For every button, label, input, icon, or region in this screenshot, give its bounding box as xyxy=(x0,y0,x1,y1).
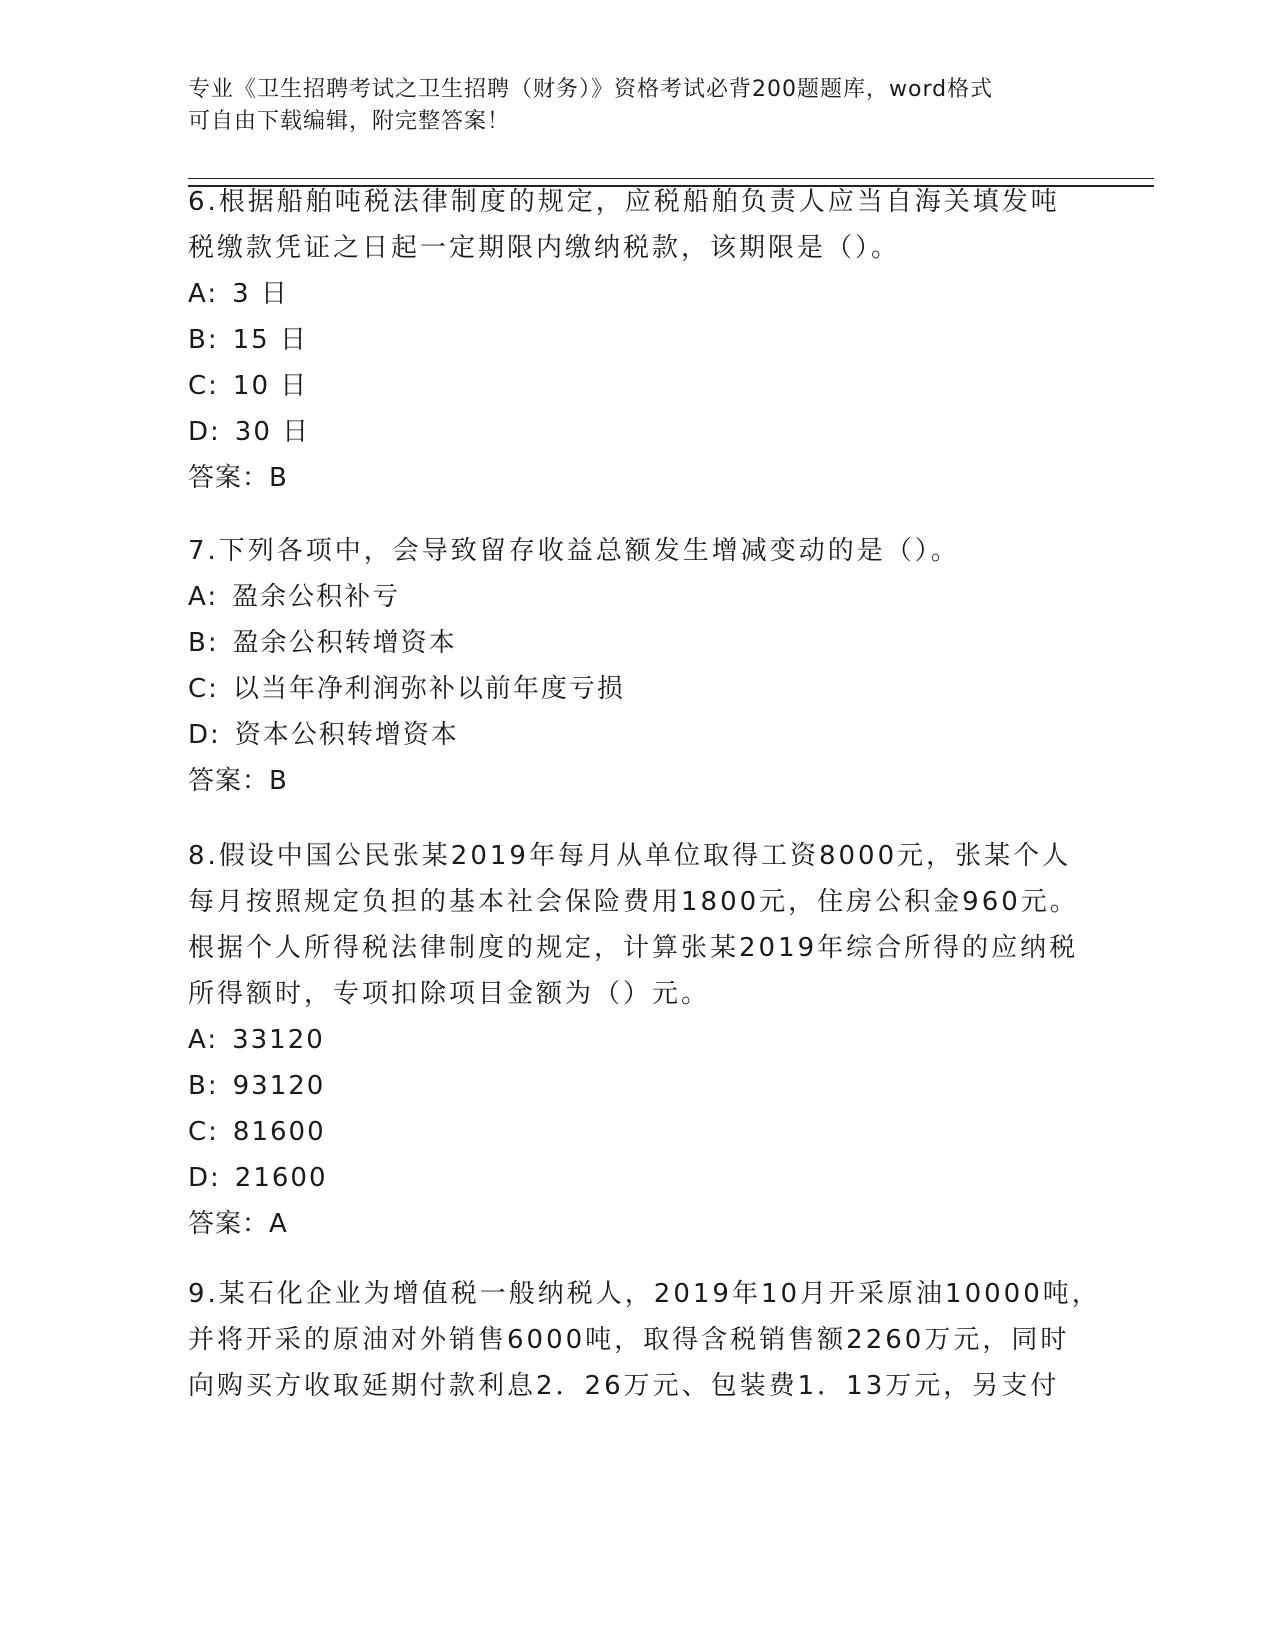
header-line-2: 可自由下载编辑，附完整答案！ xyxy=(188,109,511,134)
question-text-line: 向购买方收取延期付款利息2．26万元、包装费1．13万元，另支付 xyxy=(188,1371,1060,1401)
answer-label: 答案： xyxy=(188,766,270,796)
option-text: 93120 xyxy=(232,1071,326,1101)
option-d xyxy=(188,712,1088,758)
option-letter: A: xyxy=(188,582,219,612)
question-6 xyxy=(188,179,1088,501)
answer-value: A xyxy=(269,1209,288,1239)
option-a xyxy=(188,271,1088,317)
option-letter: B: xyxy=(188,628,219,658)
question-text-line: 8.假设中国公民张某2019年每月从单位取得工资8000元，张某个人 xyxy=(188,841,1072,871)
option-text: 15 日 xyxy=(232,325,308,355)
answer-line xyxy=(188,1201,1088,1247)
option-c xyxy=(188,666,1088,712)
option-text: 盈余公积补亏 xyxy=(232,582,401,612)
question-text-line: 每月按照规定负担的基本社会保险费用1800元，住房公积金960元。 xyxy=(188,887,1079,917)
option-text: 30 日 xyxy=(234,417,311,447)
option-text: 10 日 xyxy=(232,371,309,401)
option-letter: B: xyxy=(188,325,219,355)
answer-line xyxy=(188,758,1088,804)
question-text-line: 根据个人所得税法律制度的规定，计算张某2019年综合所得的应纳税 xyxy=(188,933,1079,963)
question-text-line: 所得额时，专项扣除项目金额为（）元。 xyxy=(188,979,711,1009)
option-text: 21600 xyxy=(234,1163,328,1193)
question-7 xyxy=(188,528,1088,804)
option-b xyxy=(188,620,1088,666)
option-text: 以当年净利润弥补以前年度亏损 xyxy=(232,674,625,704)
option-a xyxy=(188,574,1088,620)
option-letter: D: xyxy=(188,1163,221,1193)
question-9 xyxy=(188,1271,1101,1409)
question-text-line: 6.根据船舶吨税法律制度的规定，应税船舶负责人应当自海关填发吨 xyxy=(188,187,1060,217)
option-c xyxy=(188,363,1088,409)
option-text: 资本公积转增资本 xyxy=(234,720,459,750)
option-b xyxy=(188,317,1088,363)
question-text-line: 税缴款凭证之日起一定期限内缴纳税款，该期限是（）。 xyxy=(188,233,901,263)
option-text: 盈余公积转增资本 xyxy=(232,628,457,658)
header-line-1: 专业《卫生招聘考试之卫生招聘（财务）》资格考试必背200题题库，word格式 xyxy=(188,77,994,102)
answer-label: 答案： xyxy=(188,463,270,493)
option-letter: C: xyxy=(188,371,219,401)
document-header xyxy=(188,74,1068,138)
option-b xyxy=(188,1063,1088,1109)
question-text-line: 7.下列各项中，会导致留存收益总额发生增减变动的是（）。 xyxy=(188,536,960,566)
option-d xyxy=(188,409,1088,455)
option-letter: B: xyxy=(188,1071,219,1101)
option-d xyxy=(188,1155,1088,1201)
option-text: 3 日 xyxy=(232,279,289,309)
option-letter: A: xyxy=(188,1025,219,1055)
question-8 xyxy=(188,833,1088,1247)
answer-line xyxy=(188,455,1088,501)
option-letter: A: xyxy=(188,279,219,309)
option-a xyxy=(188,1017,1088,1063)
question-text-line: 9.某石化企业为增值税一般纳税人，2019年10月开采原油10000吨， xyxy=(188,1279,1101,1309)
option-letter: C: xyxy=(188,1117,219,1147)
answer-value: B xyxy=(269,766,288,796)
answer-value: B xyxy=(269,463,288,493)
question-text-line: 并将开采的原油对外销售6000吨，取得含税销售额2260万元，同时 xyxy=(188,1325,1070,1355)
option-text: 33120 xyxy=(232,1025,325,1055)
option-c xyxy=(188,1109,1088,1155)
option-letter: D: xyxy=(188,417,221,447)
option-letter: C: xyxy=(188,674,219,704)
option-letter: D: xyxy=(188,720,221,750)
answer-label: 答案： xyxy=(188,1209,270,1239)
option-text: 81600 xyxy=(232,1117,326,1147)
